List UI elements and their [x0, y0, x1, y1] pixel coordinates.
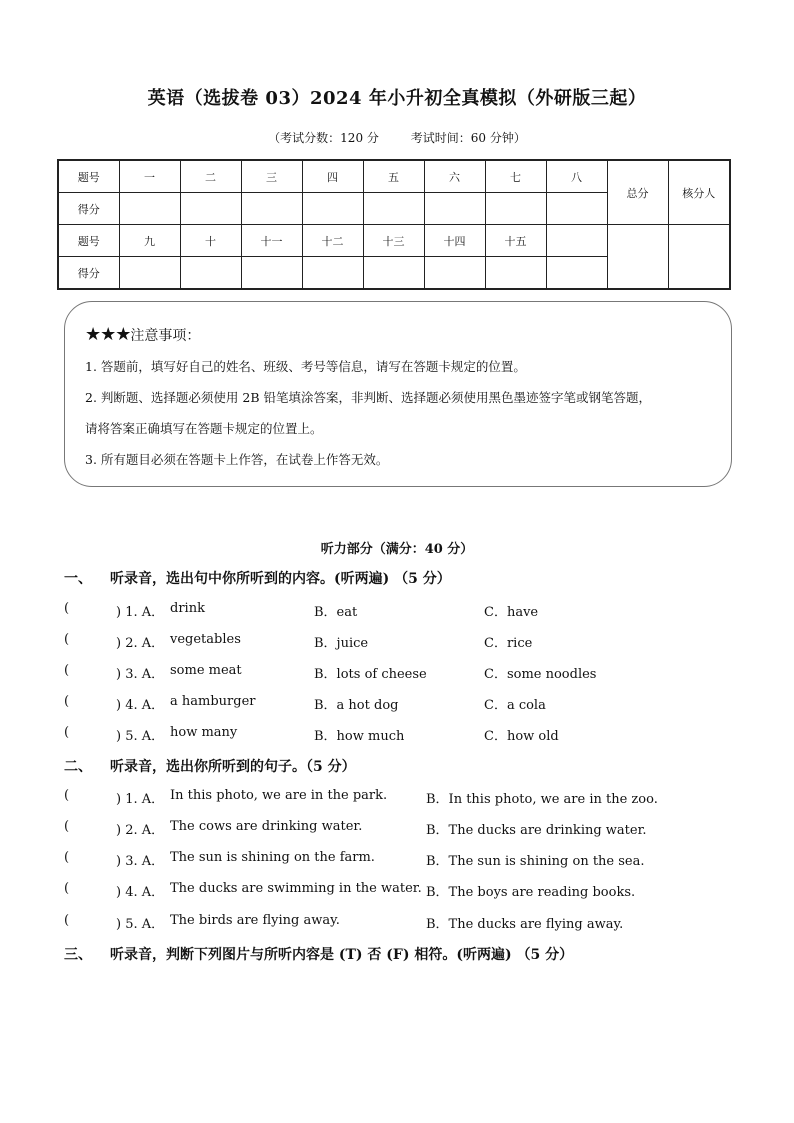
score-cell	[302, 257, 363, 290]
q-num-cell: 十	[180, 225, 241, 257]
page-title: 英语（选拔卷 03）2024 年小升初全真模拟（外研版三起）	[147, 88, 647, 109]
notice-item: 1. 答题前，填写好自己的姓名、班级、考号等信息，请写在答题卡规定的位置。	[85, 359, 526, 374]
q-num-cell: 三	[241, 160, 302, 193]
q-num-cell: 十二	[302, 225, 363, 257]
q-num-cell: 一	[119, 160, 180, 193]
score-cell	[302, 193, 363, 225]
row-label-question: 题号	[58, 160, 119, 193]
checker-header: 核分人	[668, 160, 730, 225]
notice-item: 2. 判断题、选择题必须使用 2B 铅笔填涂答案，非判断、选择题必须使用黑色墨迹签字笔或钢笔答题，	[85, 390, 651, 405]
score-cell	[485, 257, 546, 290]
q-num-cell: 七	[485, 160, 546, 193]
q-num-cell	[546, 225, 607, 257]
listening-section-title: 听力部分（满分：40 分）	[320, 542, 474, 557]
score-cell	[485, 193, 546, 225]
score-cell	[119, 257, 180, 290]
q-num-cell: 八	[546, 160, 607, 193]
score-cell	[119, 193, 180, 225]
notice-item: 3. 所有题目必须在答题卡上作答，在试卷上作答无效。	[85, 452, 389, 467]
row-label-score: 得分	[58, 257, 119, 290]
q-num-cell: 九	[119, 225, 180, 257]
score-cell	[363, 257, 424, 290]
score-cell	[363, 193, 424, 225]
exam-score: （考试分数：120 分	[268, 131, 379, 145]
total-score-cell	[607, 225, 668, 290]
notice-box	[64, 301, 732, 487]
q-num-cell: 四	[302, 160, 363, 193]
q-num-cell: 五	[363, 160, 424, 193]
q-num-cell: 十一	[241, 225, 302, 257]
q-num-cell: 六	[424, 160, 485, 193]
score-cell	[424, 257, 485, 290]
star-icon: ★★★	[85, 324, 131, 345]
exam-time: 考试时间：60 分钟）	[410, 131, 526, 145]
notice-item: 请将答案正确填写在答题卡规定的位置上。	[85, 421, 323, 436]
score-cell	[241, 257, 302, 290]
row-label-score: 得分	[58, 193, 119, 225]
part-1-heading: 一、 听录音，选出句中你所听到的内容。(听两遍) （5 分）	[64, 571, 451, 587]
score-cell	[546, 257, 607, 290]
q-num-cell: 十三	[363, 225, 424, 257]
part-2-heading: 二、 听录音，选出你所听到的句子。（5 分）	[64, 759, 356, 775]
score-cell	[180, 193, 241, 225]
q-num-cell: 十五	[485, 225, 546, 257]
checker-cell	[668, 225, 730, 290]
score-cell	[424, 193, 485, 225]
score-table	[57, 159, 731, 290]
score-cell	[241, 193, 302, 225]
q-num-cell: 二	[180, 160, 241, 193]
part-3-heading: 三、 听录音，判断下列图片与所听内容是 (T) 否 (F) 相符。(听两遍) （5 分）	[64, 947, 574, 963]
score-cell	[546, 193, 607, 225]
exam-info	[0, 129, 794, 146]
score-cell	[180, 257, 241, 290]
notice-title: ★★★注意事项：	[85, 324, 201, 345]
q-num-cell: 十四	[424, 225, 485, 257]
total-score-header: 总分	[607, 160, 668, 225]
row-label-question: 题号	[58, 225, 119, 257]
